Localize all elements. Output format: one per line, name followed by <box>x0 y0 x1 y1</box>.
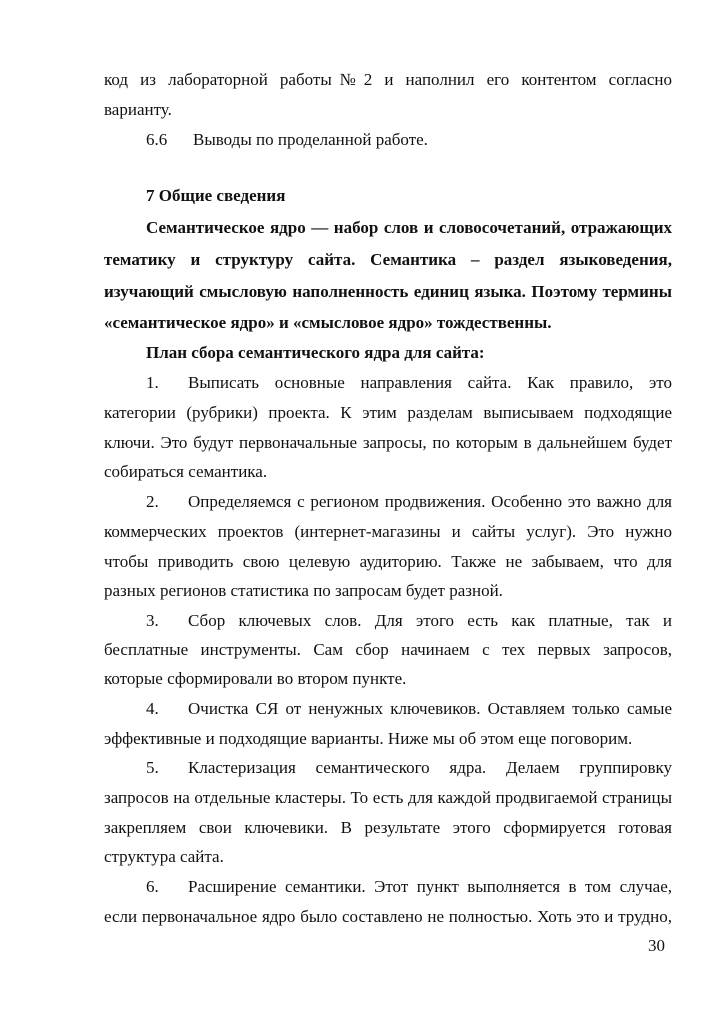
text-line: Семантическое ядро — набор слов и словосочетаний, отражающих <box>146 218 672 237</box>
list-item-text: разных регионов статистика по запросам будет разной. <box>104 581 503 600</box>
list-item-text: коммерческих проектов (интернет-магазины и сайты услуг). Это нужно <box>104 522 672 541</box>
list-item-text: собираться семантика. <box>104 462 268 481</box>
list-item-text: эффективные и подходящие варианты. Ниже мы об этом еще поговорим. <box>104 729 633 748</box>
list-item-text: которые сформировали во втором пункте. <box>104 669 407 688</box>
text-line: изучающий смысловую наполненность единиц языка. Поэтому термины <box>104 282 672 301</box>
list-item-text: Очистка СЯ от ненужных ключевиков. Оставляем только самые <box>188 699 672 718</box>
list-item-text: Выводы по проделанной работе. <box>193 130 428 149</box>
list-number: 6.6 <box>146 130 168 149</box>
list-item-text: закрепляем свои ключевики. В результате этого сформируется готовая <box>104 818 672 837</box>
text-line: код из лабораторной работы№2 и наполнил его контентом согласно <box>104 70 672 89</box>
list-number: 3. <box>146 611 159 630</box>
list-item-text: Кластеризация семантического ядра. Делаем группировку <box>188 758 672 777</box>
section-heading: 7 Общие сведения <box>146 186 286 205</box>
page-number: 30 <box>648 936 665 955</box>
text-line: тематику и структуру сайта. Семантика – раздел языковедения, <box>104 250 672 269</box>
list-item-text: если первоначальное ядро было составлено не полностью. Хоть это и трудно, <box>104 907 672 926</box>
list-item-text: Расширение семантики. Этот пункт выполняется в том случае, <box>188 877 672 896</box>
list-number: 1. <box>146 373 159 392</box>
subsection-heading: План сбора семантического ядра для сайта: <box>146 343 485 362</box>
list-number: 5. <box>146 758 159 777</box>
list-item-text: Определяемся с регионом продвижения. Особенно это важно для <box>188 492 672 511</box>
list-item-text: бесплатные инструменты. Сам сбор начинаем с тех первых запросов, <box>104 640 672 659</box>
list-item-text: запросов на отдельные кластеры. То есть для каждой продвигаемой страницы <box>104 788 672 807</box>
text-line: «семантическое ядро» и «смысловое ядро» тождественны. <box>104 313 552 332</box>
text-line: варианту. <box>104 100 172 119</box>
list-number: 4. <box>146 699 159 718</box>
list-item-text: Выписать основные направления сайта. Как правило, это <box>188 373 672 392</box>
list-item-text: чтобы приводить свою целевую аудиторию. Также не забываем, что для <box>104 552 672 571</box>
list-item-text: Сбор ключевых слов. Для этого есть как платные, так и <box>188 611 672 630</box>
list-item-text: категории (рубрики) проекта. К этим разделам выписываем подходящие <box>104 403 672 422</box>
list-item-text: структура сайта. <box>104 847 224 866</box>
list-number: 6. <box>146 877 159 896</box>
list-item-text: ключи. Это будут первоначальные запросы, по которым в дальнейшем будет <box>104 433 672 452</box>
list-number: 2. <box>146 492 159 511</box>
